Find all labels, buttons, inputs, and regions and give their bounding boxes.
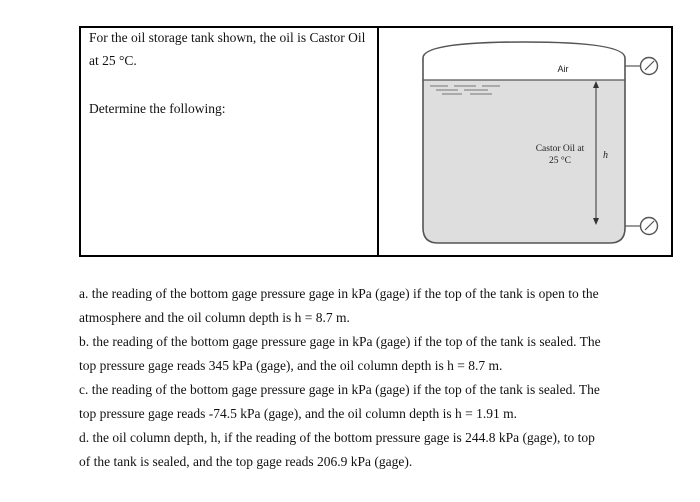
problem-table [79, 26, 673, 257]
oil-label-line-1: Castor Oil at [535, 144, 585, 154]
intro-line-2: at 25 °C. [89, 53, 137, 68]
intro-line-1: For the oil storage tank shown, the oil is Castor Oil [89, 30, 366, 45]
depth-label: h [603, 150, 608, 161]
question-b-line-2: top pressure gage reads 345 kPa (gage), and the oil column depth is h = 8.7 m. [79, 358, 503, 373]
question-d-line-1: d. the oil column depth, h, if the reading of the bottom pressure gage is 244.8 kPa (gage), to top [79, 430, 595, 445]
question-b-line-1: b. the reading of the bottom gage pressure gage in kPa (gage) if the top of the tank is sealed. The [79, 334, 601, 349]
prompt-text: Determine the following: [89, 101, 226, 116]
tank-figure [378, 28, 673, 255]
question-a-line-1: a. the reading of the bottom gage pressure gage in kPa (gage) if the top of the tank is open to the [79, 286, 599, 301]
question-d-line-2: of the tank is sealed, and the top gage reads 206.9 kPa (gage). [79, 454, 413, 469]
question-a-line-2: atmosphere and the oil column depth is h = 8.7 m. [79, 310, 350, 325]
air-label: Air [557, 64, 569, 74]
question-c-line-2: top pressure gage reads -74.5 kPa (gage), and the oil column depth is h = 1.91 m. [79, 406, 518, 421]
question-c-line-1: c. the reading of the bottom gage pressure gage in kPa (gage) if the top of the tank is sealed. The [79, 382, 600, 397]
oil-label-line-2: 25 °C [548, 156, 572, 166]
